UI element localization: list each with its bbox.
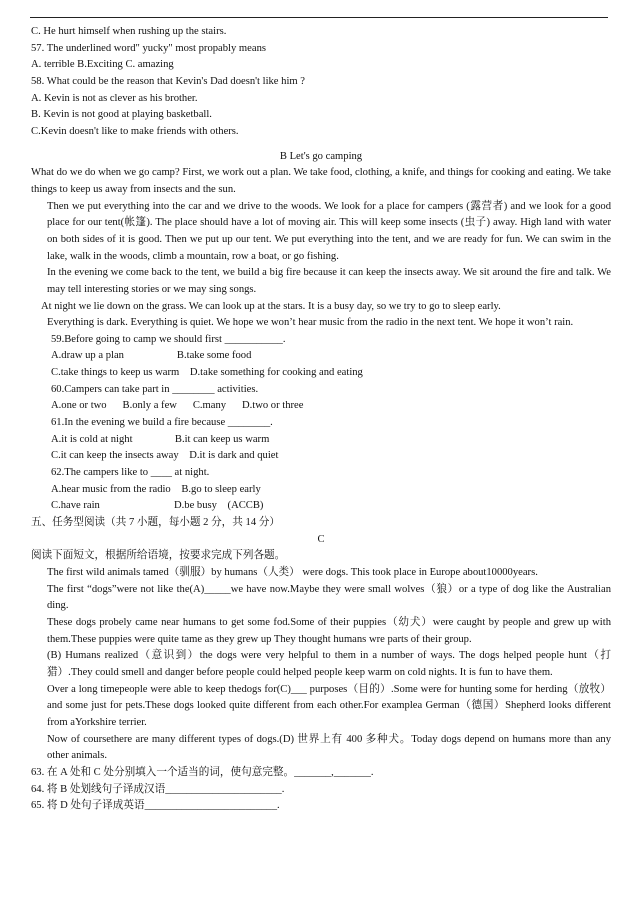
option-58a: A. Kevin is not as clever as his brother. (31, 92, 198, 104)
options-60: A.one or two B.only a few C.many D.two or three (51, 400, 304, 412)
question-63: 63. 在 A 处和 C 处分别填入一个适当的词，使句意完整。_______,_______. (31, 766, 374, 778)
options-62-cd: C.have rain D.be busy (ACCB) (51, 500, 264, 512)
options-59-cd: C.take things to keep us warm D.take something for cooking and eating (51, 367, 363, 379)
option-58c: C.Kevin doesn't like to make friends with others. (31, 125, 239, 137)
dogs-paragraph-3: These dogs probely came near humans to get some fod.Some of their puppies（幼犬）were caught by people and grew up with them.These puppies were quite tame as they grew up They thought humans wre parts of their group. (47, 616, 611, 645)
camping-paragraph-5: Everything is dark. Everything is quiet. We hope we won’t hear music from the radio in the next tent. We hope it won’t rain. (47, 317, 574, 329)
camping-paragraph-3: In the evening we come back to the tent, we build a big fire because it can keep the insects away. We sit around the fire and talk. We may tell interesting stories or we may sing songs. (47, 267, 611, 295)
question-59: 59.Before going to camp we should first ___________. (51, 333, 286, 345)
question-58: 58. What could be the reason that Kevin's Dad doesn't like him ? (31, 75, 305, 87)
option-56c: C. He hurt himself when rushing up the stairs. (31, 26, 227, 37)
instructions: 阅读下面短文，根据所给语境，按要求完成下列各题。 (31, 550, 286, 562)
camping-paragraph-4: At night we lie down on the grass. We can look up at the stars. It is a busy day, so we try to go to sleep early. (41, 300, 501, 312)
dogs-paragraph-1: The first wild animals tamed（驯服）by humans（人类） were dogs. This took place in Europe about10000years. (47, 567, 538, 578)
question-57: 57. The underlined word" yucky" most propably means (31, 42, 266, 54)
camping-paragraph-1: What do we do when we go camp? First, we work out a plan. We take food, clothing, a knife, and things for cooking and eating. We take things to keep us away from insects and the sun. (31, 167, 611, 195)
dogs-paragraph-4: (B) Humans realized（意识到）the dogs were very helpful to them in a number of ways. The dogs helped people hunt（打猎）.They could smell and danger before people could helped people keep warm on cold nights. It is fun to have them. (47, 650, 611, 678)
top-rule (30, 17, 608, 18)
question-62: 62.The campers like to ____ at night. (51, 467, 210, 479)
options-62-ab: A.hear music from the radio B.go to sleep early (51, 483, 261, 495)
question-64: 64. 将 B 处划线句子译成汉语______________________. (31, 783, 285, 795)
options-59-ab: A.draw up a plan B.take some food (51, 350, 252, 362)
question-60: 60.Campers can take part in ________ activities. (51, 383, 259, 395)
options-57: A. terrible B.Exciting C. amazing (31, 59, 174, 71)
dogs-paragraph-2: The first “dogs”were not like the(A)_____we have now.Maybe they were small wolves（狼）or a type of dog like the Australian ding. (47, 583, 611, 612)
options-61-ab: A.it is cold at night B.it can keep us warm (51, 433, 270, 445)
camping-paragraph-2: Then we put everything into the car and we drive to the woods. We look for a place for campers (露营者) and we look for a good place for our tent(帐篷). The place should have a lot of moving air. This will keep some insects (虫子) away. High land with water on both sides of it is good. Then we put up our tent. We put everything into the tent, and we are ready for fun. We can swim in the lake, walk in the woods, climb a mountain, row a boat, or go fishing. (47, 200, 611, 262)
question-61: 61.In the evening we build a fire because ________. (51, 417, 273, 429)
dogs-paragraph-6: Now of coursethere are many different types of dogs.(D) 世界上有 400 多种犬。Today dogs depend on humans more than any other animals. (47, 733, 611, 762)
dogs-paragraph-5: Over a long timepeople were able to keep thedogs for(C)___ purposes（目的）.Some were for hunting some for herding（放牧） and some just for pets.These dogs looked quite different from each other.For examplea German（德国）Shepherd looks different from aYorkshire terrier. (47, 683, 611, 728)
options-61-cd: C.it can keep the insects away D.it is dark and quiet (51, 450, 279, 462)
section-five-heading: 五、任务型阅读（共 7 小题，每小题 2 分，共 14 分） (31, 517, 280, 529)
option-58b: B. Kevin is not good at playing basketball. (31, 109, 212, 121)
document-page (31, 24, 611, 815)
question-65: 65. 将 D 处句子译成英语_________________________. (31, 800, 280, 812)
section-title-c: C (317, 533, 325, 545)
section-title-camping: B Let's go camping (279, 150, 363, 162)
